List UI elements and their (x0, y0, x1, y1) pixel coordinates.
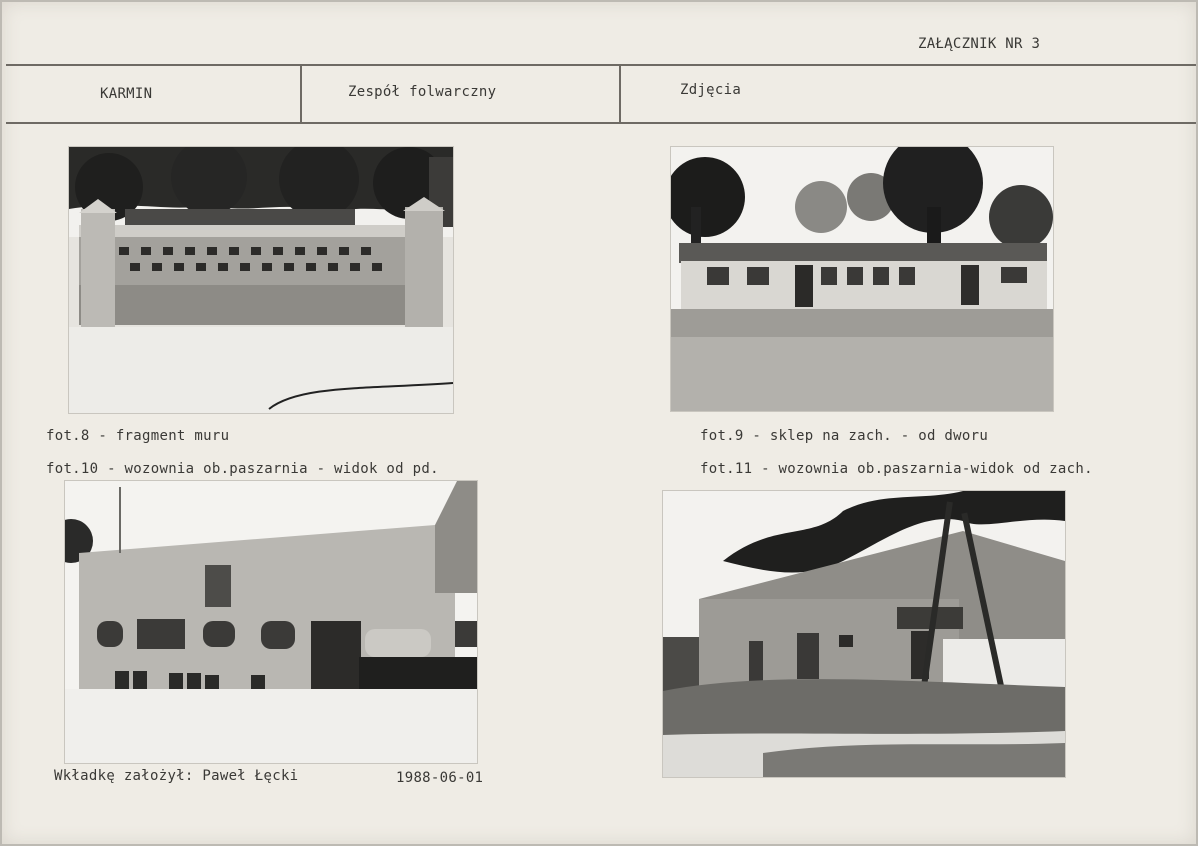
header-divider-1 (300, 64, 302, 124)
complex-name: Zespół folwarczny (348, 84, 497, 100)
photo-8-caption: fot.8 - fragment muru (46, 428, 230, 444)
photo-10-coach-house-south (64, 480, 478, 764)
author-note: Wkładkę założył: Paweł Łęcki (54, 768, 299, 784)
record-card (2, 2, 1196, 844)
photo-9-caption: fot.9 - sklep na zach. - od dworu (700, 428, 989, 444)
photo-11-caption: fot.11 - wozownia ob.paszarnia-widok od zach. (700, 461, 1093, 477)
record-date: 1988-06-01 (396, 770, 484, 786)
photo-11-coach-house-west (662, 490, 1066, 778)
header-top-rule (6, 64, 1196, 66)
annex-number: ZAŁĄCZNIK NR 3 (918, 36, 1041, 52)
photo-8-wall-fragment (68, 146, 454, 414)
section-name: Zdjęcia (680, 82, 742, 98)
photo-10-caption: fot.10 - wozownia ob.paszarnia - widok od pd. (46, 461, 439, 477)
header-bottom-rule (6, 122, 1196, 124)
header-divider-2 (619, 64, 621, 124)
place-name: KARMIN (100, 86, 153, 102)
photo-9-shop-building (670, 146, 1054, 412)
